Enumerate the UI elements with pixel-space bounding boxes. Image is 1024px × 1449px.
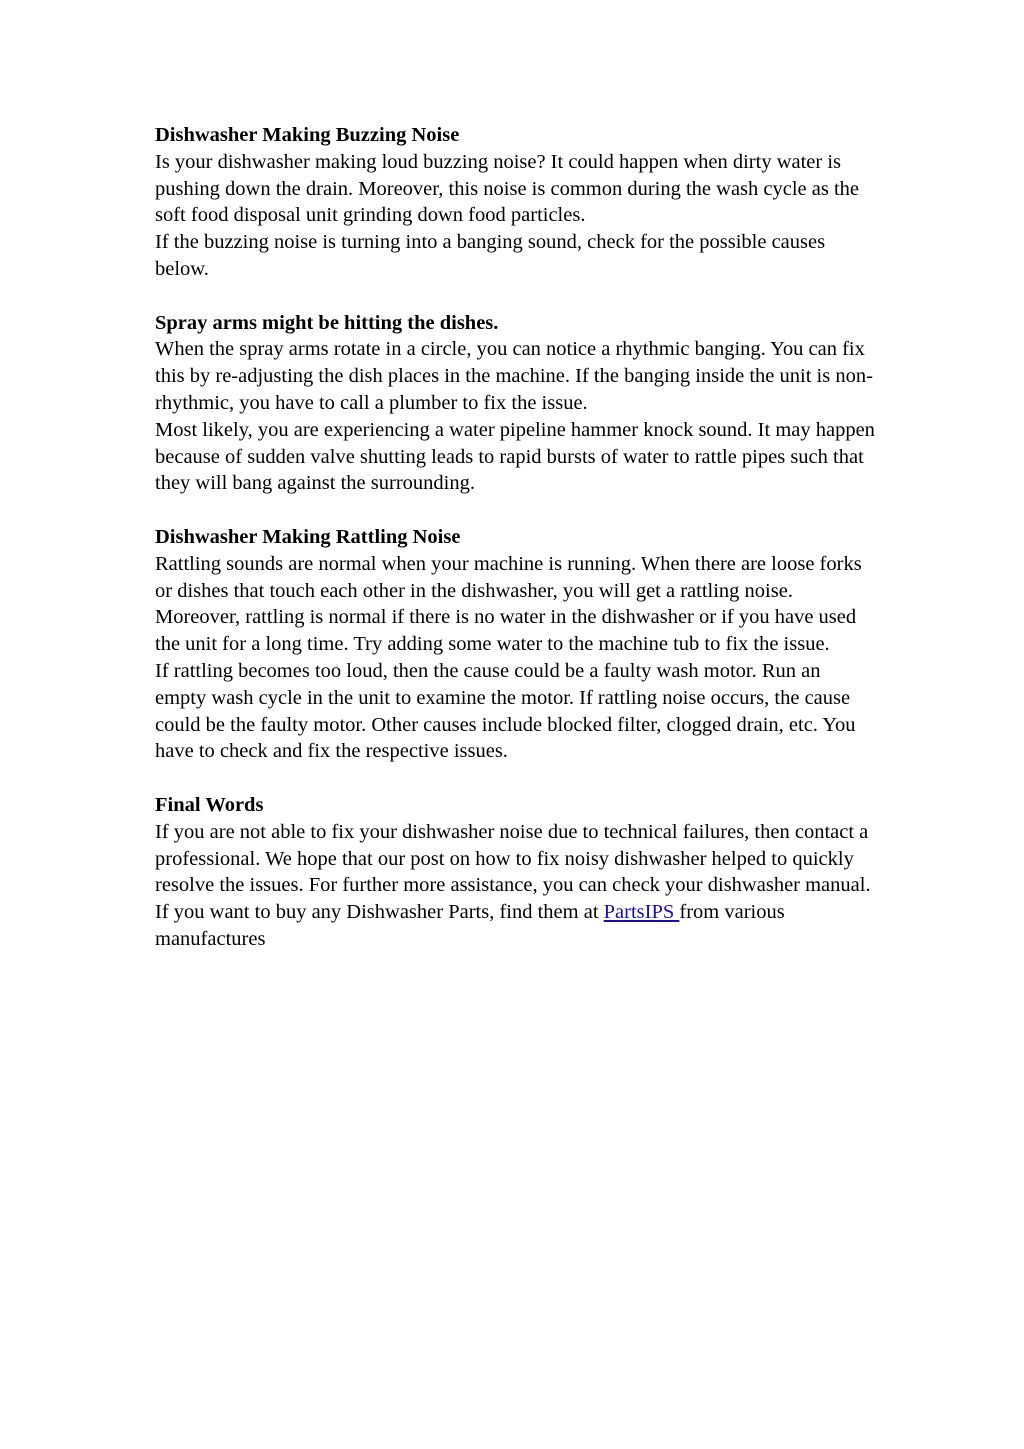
partsips-link[interactable]: PartsIPS <box>603 901 680 924</box>
paragraph: Is your dishwasher making loud buzzing noise? It could happen when dirty water is pushing down the drain. Moreover, this noise is common during the wash cycle as the soft food disposal unit grinding down food particles. <box>155 150 860 227</box>
section-rattling-noise <box>155 524 875 765</box>
paragraph: If rattling becomes too loud, then the cause could be a faulty wash motor. Run an empty wash cycle in the unit to examine the motor. If rattling noise occurs, the cause could be the faulty motor. Other causes include blocked filter, clogged drain, etc. You have to check and fix the respective issues. <box>155 659 856 763</box>
section-buzzing-noise <box>155 122 875 283</box>
heading-rattling-noise: Dishwasher Making Rattling Noise <box>155 525 461 548</box>
final-text-after-link: from various manufactures <box>155 901 785 950</box>
heading-buzzing-noise: Dishwasher Making Buzzing Noise <box>155 124 460 146</box>
paragraph: Rattling sounds are normal when your machine is running. When there are loose forks or dishes that touch each other in the dishwasher, you will get a rattling noise. <box>155 552 862 602</box>
heading-final-words: Final Words <box>155 793 264 816</box>
document-body <box>155 122 875 980</box>
paragraph: Moreover, rattling is normal if there is no water in the dishwasher or if you have used the unit for a long time. Try adding some water to the machine tub to fix the issue. <box>155 606 857 656</box>
paragraph: If the buzzing noise is turning into a banging sound, check for the possible causes below. <box>155 231 826 280</box>
final-text-before-link: If you are not able to fix your dishwasher noise due to technical failures, then contact a professional. We hope that our post on how to fix noisy dishwasher helped to quickly resolve the issues. For further more assistance, you can check your dishwasher manual. If you want to buy any Dishwasher Parts, find them at <box>155 820 871 924</box>
final-paragraph <box>155 819 875 953</box>
heading-spray-arms: Spray arms might be hitting the dishes. <box>155 311 499 334</box>
section-final-words <box>155 792 875 953</box>
paragraph: Most likely, you are experiencing a water pipeline hammer knock sound. It may happen because of sudden valve shutting leads to rapid bursts of water to rattle pipes such that they will bang against the surrounding. <box>155 418 875 495</box>
paragraph: When the spray arms rotate in a circle, you can notice a rhythmic banging. You can fix this by re-adjusting the dish places in the machine. If the banging inside the unit is non-rhythmic, you have to call a plumber to fix the issue. <box>155 338 873 414</box>
section-spray-arms <box>155 310 875 498</box>
